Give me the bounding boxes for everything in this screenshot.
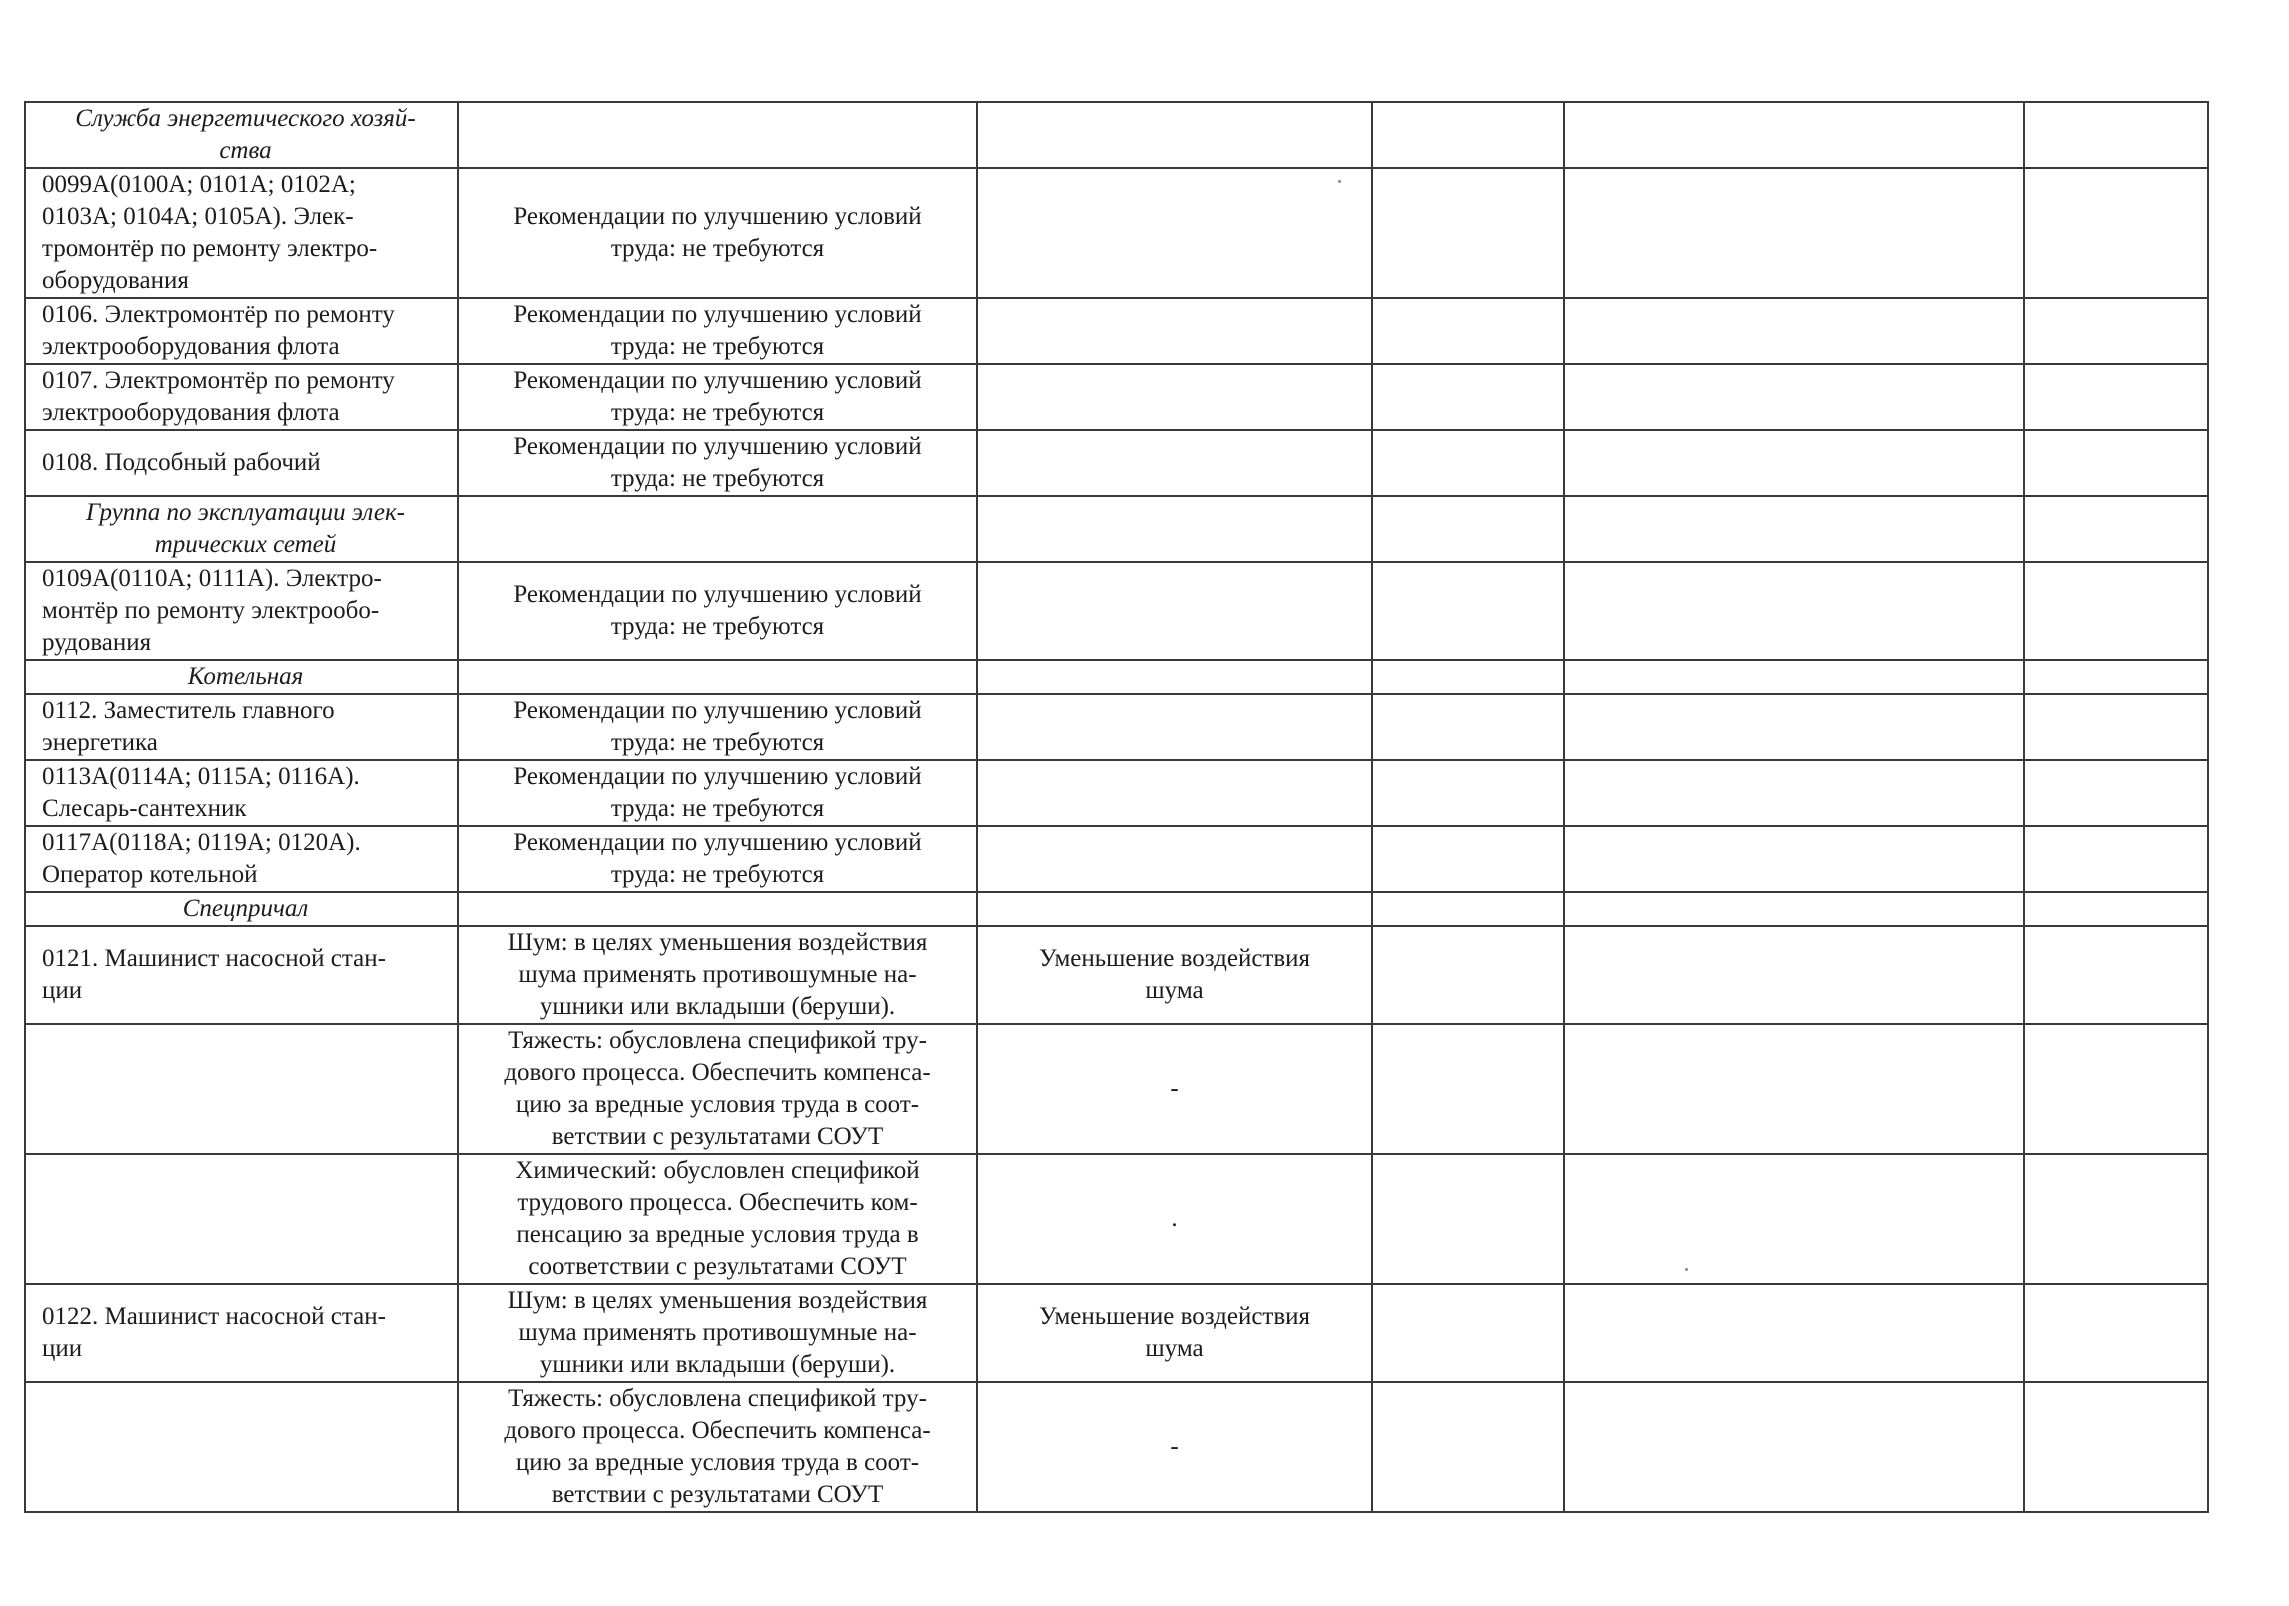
goal-cell	[977, 298, 1372, 364]
table-row	[25, 430, 2208, 496]
workplace-cell: 0107. Электромонтёр по ремонту электрооборудования флота	[25, 364, 458, 430]
empty-cell	[1372, 660, 1564, 694]
empty-cell	[1372, 364, 1564, 430]
goal-cell: -	[977, 1382, 1372, 1512]
recommendation-cell	[458, 660, 977, 694]
empty-cell	[2024, 168, 2208, 298]
recommendation-cell: Рекомендации по улучшению условий труда: не требуются	[458, 298, 977, 364]
table-row	[25, 168, 2208, 298]
section-title-cell: Группа по эксплуатации элек- трических сетей	[25, 496, 458, 562]
table-row	[25, 1024, 2208, 1154]
empty-cell	[2024, 562, 2208, 660]
section-title-cell: Котельная	[25, 660, 458, 694]
empty-cell	[1372, 298, 1564, 364]
workplace-cell: 0108. Подсобный рабочий	[25, 430, 458, 496]
section-header-row	[25, 892, 2208, 926]
empty-cell	[2024, 760, 2208, 826]
table-row	[25, 1382, 2208, 1512]
section-title-cell: Спецпричал	[25, 892, 458, 926]
table-row	[25, 1284, 2208, 1382]
empty-cell	[1372, 926, 1564, 1024]
recommendation-cell	[458, 892, 977, 926]
empty-cell	[1564, 430, 2024, 496]
table-row	[25, 1154, 2208, 1284]
empty-cell	[2024, 826, 2208, 892]
empty-cell	[1564, 1382, 2024, 1512]
section-header-row	[25, 496, 2208, 562]
recommendation-cell: Рекомендации по улучшению условий труда: не требуются	[458, 562, 977, 660]
goal-cell	[977, 364, 1372, 430]
empty-cell	[1564, 496, 2024, 562]
workplace-cell	[25, 1382, 458, 1512]
recommendation-cell	[458, 496, 977, 562]
empty-cell	[1564, 562, 2024, 660]
recommendation-cell: Рекомендации по улучшению условий труда: не требуются	[458, 826, 977, 892]
goal-cell	[977, 660, 1372, 694]
empty-cell	[1564, 1024, 2024, 1154]
workplace-cell: 0099А(0100А; 0101А; 0102А; 0103А; 0104А; 0105А). Элек- тромонтёр по ремонту электро- оборудования	[25, 168, 458, 298]
goal-cell	[977, 430, 1372, 496]
table-row	[25, 826, 2208, 892]
section-title-cell: Служба энергетического хозяй- ства	[25, 102, 458, 168]
table-row	[25, 694, 2208, 760]
empty-cell	[2024, 102, 2208, 168]
recommendation-cell: Рекомендации по улучшению условий труда: не требуются	[458, 364, 977, 430]
empty-cell	[1372, 1382, 1564, 1512]
empty-cell	[1372, 1024, 1564, 1154]
empty-cell	[1564, 760, 2024, 826]
scan-speck	[1338, 180, 1341, 183]
empty-cell	[1372, 1154, 1564, 1284]
table-row	[25, 926, 2208, 1024]
workplace-cell	[25, 1024, 458, 1154]
table-body	[25, 102, 2208, 1512]
table-row	[25, 298, 2208, 364]
empty-cell	[1564, 168, 2024, 298]
recommendation-cell: Тяжесть: обусловлена спецификой тру- дового процесса. Обеспечить компенса- цию за вредные условия труда в соот- ветствии с результатами СОУТ	[458, 1024, 977, 1154]
workplace-cell: 0106. Электромонтёр по ремонту электрооборудования флота	[25, 298, 458, 364]
empty-cell	[2024, 892, 2208, 926]
goal-cell	[977, 496, 1372, 562]
goal-cell	[977, 694, 1372, 760]
empty-cell	[2024, 364, 2208, 430]
goal-cell	[977, 826, 1372, 892]
table-row	[25, 364, 2208, 430]
empty-cell	[1372, 892, 1564, 926]
workplace-cell: 0112. Заместитель главного энергетика	[25, 694, 458, 760]
recommendation-cell	[458, 102, 977, 168]
empty-cell	[2024, 430, 2208, 496]
empty-cell	[1564, 660, 2024, 694]
workplace-cell: 0121. Машинист насосной стан- ции	[25, 926, 458, 1024]
workplace-cell: 0109А(0110А; 0111А). Электро- монтёр по ремонту электрообо- рудования	[25, 562, 458, 660]
empty-cell	[1372, 1284, 1564, 1382]
empty-cell	[1564, 694, 2024, 760]
empty-cell	[1372, 562, 1564, 660]
empty-cell	[1564, 1154, 2024, 1284]
goal-cell	[977, 892, 1372, 926]
empty-cell	[1564, 892, 2024, 926]
empty-cell	[1372, 496, 1564, 562]
empty-cell	[2024, 298, 2208, 364]
empty-cell	[1372, 168, 1564, 298]
section-header-row	[25, 102, 2208, 168]
empty-cell	[1564, 1284, 2024, 1382]
recommendation-cell: Рекомендации по улучшению условий труда: не требуются	[458, 430, 977, 496]
recommendation-cell: Рекомендации по улучшению условий труда: не требуются	[458, 694, 977, 760]
empty-cell	[1372, 430, 1564, 496]
workplace-cell	[25, 1154, 458, 1284]
empty-cell	[1372, 826, 1564, 892]
table-row	[25, 562, 2208, 660]
empty-cell	[2024, 496, 2208, 562]
goal-cell	[977, 760, 1372, 826]
empty-cell	[1564, 364, 2024, 430]
goal-cell: Уменьшение воздействия шума	[977, 926, 1372, 1024]
table-row	[25, 760, 2208, 826]
empty-cell	[1564, 826, 2024, 892]
recommendation-cell: Рекомендации по улучшению условий труда: не требуются	[458, 760, 977, 826]
recommendation-cell: Тяжесть: обусловлена спецификой тру- дового процесса. Обеспечить компенса- цию за вредные условия труда в соот- ветствии с результатами СОУТ	[458, 1382, 977, 1512]
hazard-recommendations-table	[24, 101, 2209, 1513]
empty-cell	[2024, 1154, 2208, 1284]
goal-cell	[977, 102, 1372, 168]
empty-cell	[1564, 102, 2024, 168]
empty-cell	[2024, 1284, 2208, 1382]
empty-cell	[2024, 694, 2208, 760]
workplace-cell: 0117А(0118А; 0119А; 0120А). Оператор котельной	[25, 826, 458, 892]
scan-speck	[1685, 1268, 1688, 1271]
goal-cell	[977, 168, 1372, 298]
empty-cell	[2024, 1382, 2208, 1512]
empty-cell	[2024, 1024, 2208, 1154]
empty-cell	[1372, 694, 1564, 760]
empty-cell	[1372, 102, 1564, 168]
recommendation-cell: Рекомендации по улучшению условий труда: не требуются	[458, 168, 977, 298]
empty-cell	[2024, 660, 2208, 694]
empty-cell	[1564, 298, 2024, 364]
recommendation-cell: Шум: в целях уменьшения воздействия шума применять противошумные на- ушники или вкладыши (беруши).	[458, 926, 977, 1024]
empty-cell	[1372, 760, 1564, 826]
empty-cell	[2024, 926, 2208, 1024]
goal-cell: -	[977, 1024, 1372, 1154]
section-header-row	[25, 660, 2208, 694]
recommendation-cell: Химический: обусловлен спецификой трудового процесса. Обеспечить ком- пенсацию за вредные условия труда в соответствии с результатами СОУТ	[458, 1154, 977, 1284]
goal-cell: .	[977, 1154, 1372, 1284]
goal-cell	[977, 562, 1372, 660]
recommendation-cell: Шум: в целях уменьшения воздействия шума применять противошумные на- ушники или вкладыши (беруши).	[458, 1284, 977, 1382]
workplace-cell: 0122. Машинист насосной стан- ции	[25, 1284, 458, 1382]
goal-cell: Уменьшение воздействия шума	[977, 1284, 1372, 1382]
empty-cell	[1564, 926, 2024, 1024]
workplace-cell: 0113А(0114А; 0115А; 0116А). Слесарь-сантехник	[25, 760, 458, 826]
